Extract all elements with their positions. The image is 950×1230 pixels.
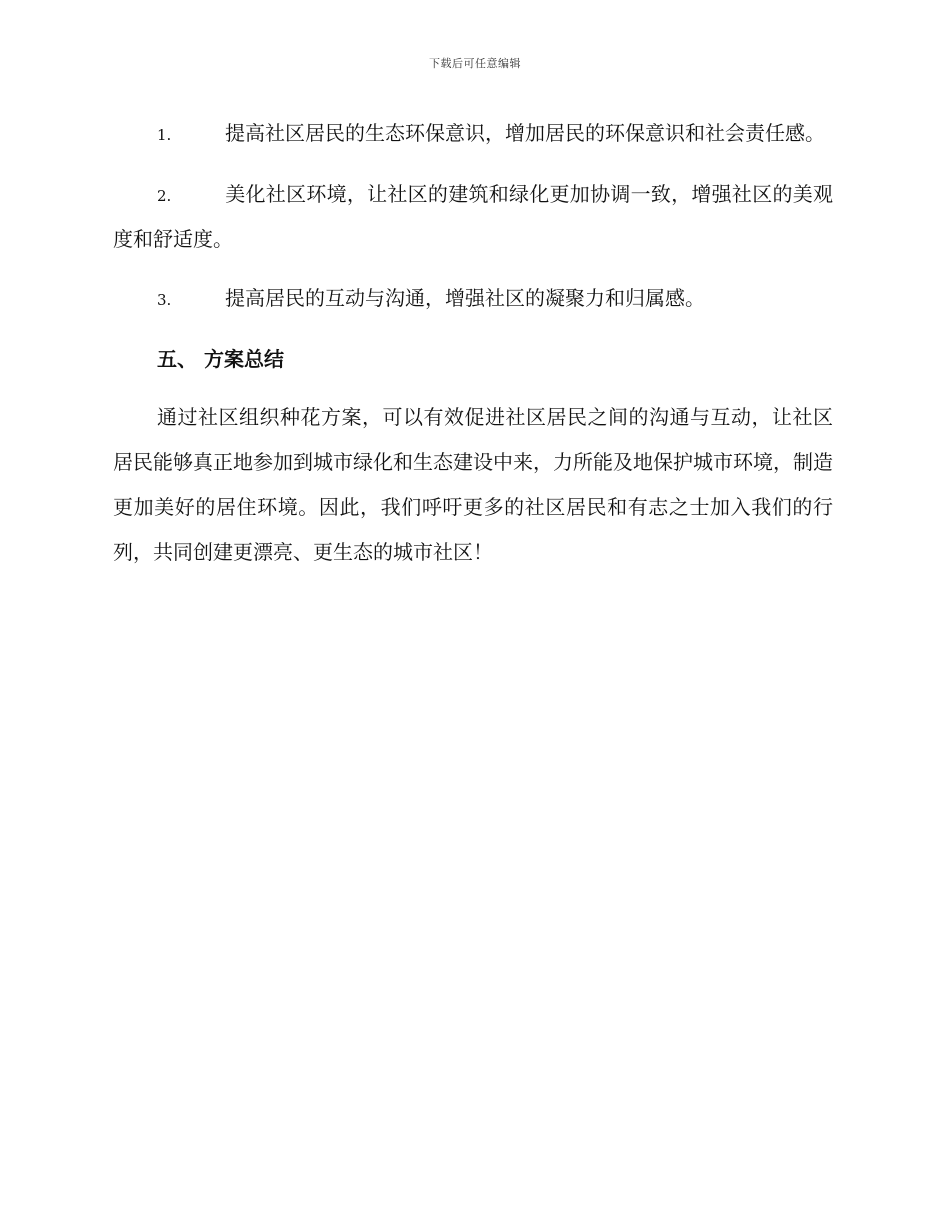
document-body <box>113 112 833 575</box>
header-note: 下载后可任意编辑 <box>429 57 521 70</box>
summary-paragraph: 通过社区组织种花方案，可以有效促进社区居民之间的沟通与互动，让社区居民能够真正地参加到城市绿化和生态建设中来，力所能及地保护城市环境，制造更加美好的居住环境。因此，我们呼吁更多的社区居民和有志之士加入我们的行列，共同创建更漂亮、更生态的城市社区！ <box>113 405 833 564</box>
list-item-text: 提高社区居民的生态环保意识，增加居民的环保意识和社会责任感。 <box>225 121 825 145</box>
list-item-text: 美化社区环境，让社区的建筑和绿化更加协调一致，增强社区的美观度和舒适度。 <box>113 182 833 251</box>
list-item-number: 1. <box>157 126 172 144</box>
list-item <box>113 112 833 157</box>
list-item-text: 提高居民的互动与沟通，增强社区的凝聚力和归属感。 <box>225 286 705 310</box>
list-item <box>113 277 833 322</box>
list-item-number: 3. <box>157 291 172 309</box>
list-item-number: 2. <box>157 187 172 205</box>
list-item <box>113 173 833 261</box>
section-heading: 五、 方案总结 <box>157 347 284 371</box>
